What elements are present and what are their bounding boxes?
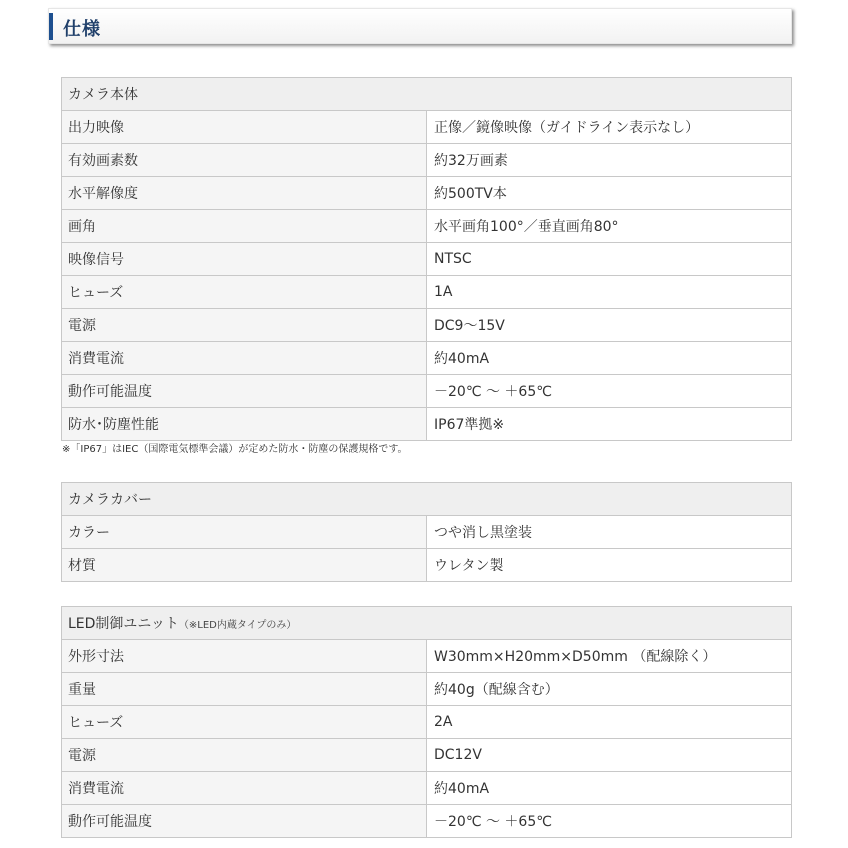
table-header-row xyxy=(62,483,792,516)
spec-value: つや消し黒塗装 xyxy=(427,516,792,549)
table-row xyxy=(62,739,792,772)
table-row xyxy=(62,706,792,739)
spec-value: DC9～15V xyxy=(427,309,792,342)
spec-label: ヒューズ xyxy=(62,706,427,739)
spec-label: 材質 xyxy=(62,549,427,582)
spec-label: 外形寸法 xyxy=(62,640,427,673)
spec-label: 水平解像度 xyxy=(62,177,427,210)
table-row xyxy=(62,516,792,549)
table-row xyxy=(62,210,792,243)
spec-label: カラー xyxy=(62,516,427,549)
section-heading xyxy=(48,8,792,44)
heading-accent-bar xyxy=(49,13,53,40)
spec-value: 約500TV本 xyxy=(427,177,792,210)
spec-value: 1A xyxy=(427,276,792,309)
table-row xyxy=(62,640,792,673)
table-row xyxy=(62,673,792,706)
spec-value: 約40mA xyxy=(427,342,792,375)
spec-value: －20℃ ～ ＋65℃ xyxy=(427,805,792,838)
table-row xyxy=(62,111,792,144)
camera-cover-spec-table xyxy=(61,482,792,582)
spec-label: 防水･防塵性能 xyxy=(62,408,427,441)
table-row xyxy=(62,144,792,177)
led-unit-header-note: （※LED内蔵タイプのみ） xyxy=(178,620,297,631)
ip67-footnote: ※「IP67」はIEC（国際電気標準会議）が定めた防水・防塵の保護規格です。 xyxy=(62,444,408,455)
spec-value: 正像／鏡像映像（ガイドライン表示なし） xyxy=(427,111,792,144)
table-row xyxy=(62,805,792,838)
table-header-row xyxy=(62,607,792,640)
spec-label: 有効画素数 xyxy=(62,144,427,177)
led-unit-header xyxy=(62,607,792,640)
spec-value: 2A xyxy=(427,706,792,739)
spec-value: ウレタン製 xyxy=(427,549,792,582)
camera-cover-header: カメラカバー xyxy=(62,483,792,516)
table-header-row xyxy=(62,78,792,111)
spec-label: 消費電流 xyxy=(62,772,427,805)
table-row xyxy=(62,408,792,441)
led-unit-spec-table xyxy=(61,606,792,838)
spec-value: IP67準拠※ xyxy=(427,408,792,441)
table-row xyxy=(62,342,792,375)
spec-label: 電源 xyxy=(62,309,427,342)
camera-body-header: カメラ本体 xyxy=(62,78,792,111)
page-title: 仕様 xyxy=(63,19,101,40)
spec-value: 約40mA xyxy=(427,772,792,805)
spec-label: 出力映像 xyxy=(62,111,427,144)
table-row xyxy=(62,243,792,276)
spec-label: 電源 xyxy=(62,739,427,772)
table-row xyxy=(62,549,792,582)
led-unit-title: LED制御ユニット xyxy=(68,616,179,632)
spec-value: W30mm×H20mm×D50mm （配線除く） xyxy=(427,640,792,673)
spec-value: 水平画角100°／垂直画角80° xyxy=(427,210,792,243)
spec-label: 動作可能温度 xyxy=(62,805,427,838)
spec-label: ヒューズ xyxy=(62,276,427,309)
spec-value: 約32万画素 xyxy=(427,144,792,177)
spec-value: －20℃ ～ ＋65℃ xyxy=(427,375,792,408)
spec-value: 約40g（配線含む） xyxy=(427,673,792,706)
spec-label: 映像信号 xyxy=(62,243,427,276)
table-row xyxy=(62,177,792,210)
spec-value: NTSC xyxy=(427,243,792,276)
spec-label: 動作可能温度 xyxy=(62,375,427,408)
table-row xyxy=(62,309,792,342)
table-row xyxy=(62,375,792,408)
spec-label: 画角 xyxy=(62,210,427,243)
spec-label: 消費電流 xyxy=(62,342,427,375)
table-row xyxy=(62,276,792,309)
camera-body-spec-table xyxy=(61,77,792,441)
spec-label: 重量 xyxy=(62,673,427,706)
table-row xyxy=(62,772,792,805)
spec-value: DC12V xyxy=(427,739,792,772)
